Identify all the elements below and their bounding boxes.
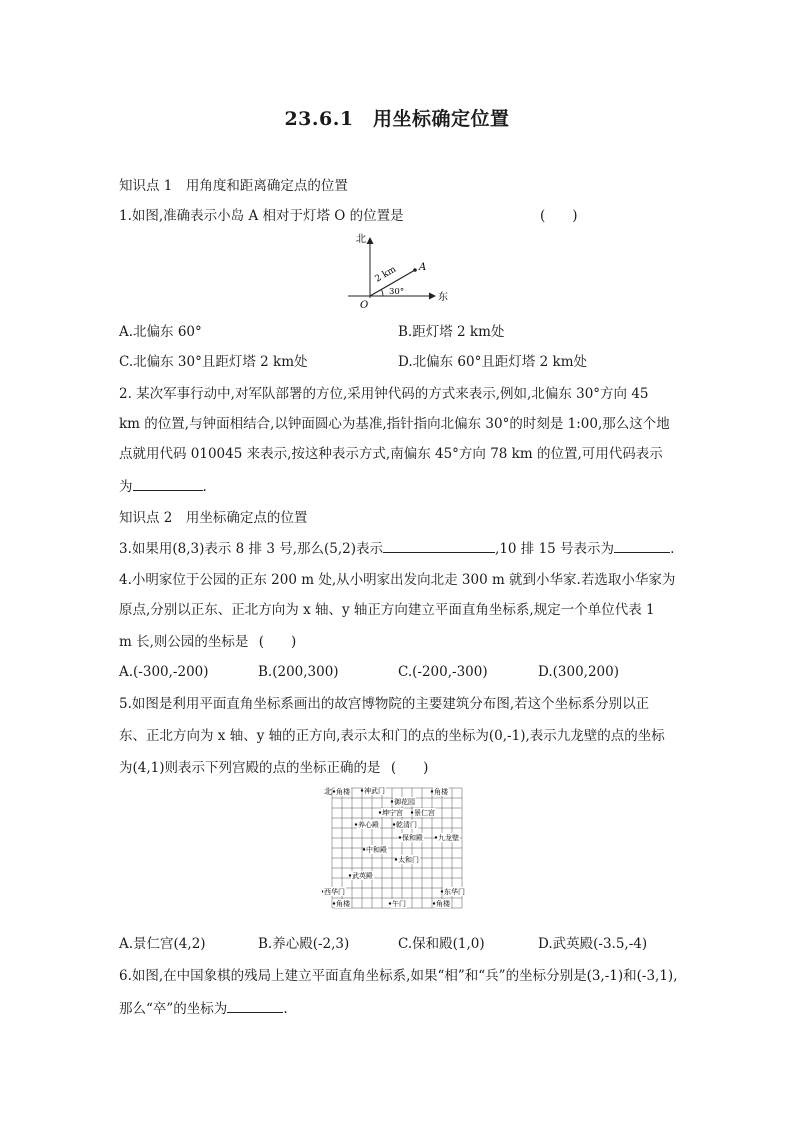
building-point <box>399 836 401 838</box>
question-5-line-2: 东、正北方向为 x 轴、y 轴的正方向,表示太和门的点的坐标为(0,-1),表示九龙壁的点的坐标 <box>119 728 665 744</box>
question-2-line-2: km 的位置,与钟面相结合,以钟面圆心为基准,指针指向北偏东 30°的时刻是 1:00,那么这个地 <box>119 416 670 432</box>
question-1-option-d[interactable]: D.北偏东 60°且距灯塔 2 km处 <box>398 354 588 370</box>
question-3-blank-2[interactable] <box>614 538 670 553</box>
building-label: 中和殿 <box>366 846 387 854</box>
question-2-prefix: 为 <box>119 479 133 495</box>
building-point <box>333 790 335 792</box>
building-point <box>355 823 357 825</box>
building-point <box>433 902 435 904</box>
angle-label: 30° <box>389 287 405 297</box>
building-label: 太和门 <box>398 856 419 864</box>
question-4-line-3 <box>119 632 296 652</box>
distance-label: 2 km <box>373 264 399 285</box>
angle-arc <box>381 290 383 297</box>
building-label: 保和殿 <box>402 834 423 842</box>
building-label: 角楼 <box>336 900 350 908</box>
building-label: 角楼 <box>434 788 448 796</box>
question-4-line-2: 原点,分别以正东、正北方向为 x 轴、y 轴正方向建立平面直角坐标系,规定一个单位代表 1 <box>119 602 655 618</box>
building-point <box>393 823 395 825</box>
building-label: 坤宁宫 <box>382 809 403 817</box>
question-4-answer-paren: ( ) <box>258 634 297 650</box>
question-5-option-d[interactable]: D.武英殿(-3.5,-4) <box>538 936 648 952</box>
question-5-option-b[interactable]: B.养心殿(-2,3) <box>258 936 350 952</box>
question-6-line-2 <box>119 998 288 1019</box>
question-1-figure <box>345 230 455 315</box>
question-4-option-d[interactable]: D.(300,200) <box>538 664 619 680</box>
question-3-part-b: ,10 排 15 号表示为 <box>495 541 615 557</box>
question-6-period: . <box>283 1001 288 1017</box>
building-label: 角楼 <box>436 900 450 908</box>
question-2-period: . <box>202 479 207 495</box>
question-4-text: m 长,则公园的坐标是 <box>119 634 249 650</box>
building-point <box>395 858 397 860</box>
question-2-answer-blank[interactable] <box>133 476 203 491</box>
question-3-period: . <box>670 541 675 557</box>
building-label: 养心殿 <box>358 821 379 829</box>
building-label: 角楼 <box>336 788 350 796</box>
building-point <box>363 848 365 850</box>
building-label: 乾清门 <box>396 821 417 829</box>
building-label: 午门 <box>392 900 406 908</box>
question-4-option-b[interactable]: B.(200,300) <box>258 664 339 680</box>
question-3-line <box>119 538 674 559</box>
building-point <box>389 902 391 904</box>
question-4-line-1: 4.小明家位于公园的正东 200 m 处,从小明家出发向北走 300 m 就到小华家.若选取小华家为 <box>119 572 676 588</box>
building-point <box>379 811 381 813</box>
building-point <box>431 790 433 792</box>
east-label: 东 <box>438 292 448 303</box>
building-point <box>333 902 335 904</box>
building-labels <box>322 786 466 908</box>
building-point <box>435 836 437 838</box>
question-2-line-1: 2. 某次军事行动中,对军队部署的方位,采用钟代码的方式来表示,例如,北偏东 30°方向 45 <box>119 386 649 402</box>
question-1-option-c[interactable]: C.北偏东 30°且距灯塔 2 km处 <box>119 354 308 370</box>
building-label: 九龙壁 <box>438 834 459 842</box>
building-point <box>361 789 363 791</box>
question-5-line-3 <box>119 758 428 778</box>
question-5-figure <box>322 782 474 922</box>
building-label: 景仁宫 <box>414 809 435 817</box>
question-5-answer-paren: ( ) <box>390 760 429 776</box>
north-label: 北 <box>356 234 366 245</box>
question-4-option-c[interactable]: C.(-200,-300) <box>398 664 488 680</box>
building-label: 神武门 <box>364 787 385 795</box>
question-5-line-1: 5.如图是利用平面直角坐标系画出的故宫博物院的主要建筑分布图,若这个坐标系分别以正 <box>119 696 650 712</box>
page-title: 23.6.1 用坐标确定位置 <box>284 108 510 130</box>
question-6-text: 那么“卒”的坐标为 <box>119 1001 228 1017</box>
question-4-option-a[interactable]: A.(-300,-200) <box>119 664 209 680</box>
question-5-option-c[interactable]: C.保和殿(1,0) <box>398 936 485 952</box>
question-1-option-a[interactable]: A.北偏东 60° <box>119 324 202 340</box>
building-label: 西华门 <box>324 888 345 896</box>
question-3-part-a: 3.如果用(8,3)表示 8 排 3 号,那么(5,2)表示 <box>119 541 384 557</box>
building-point <box>411 811 413 813</box>
question-6-line-1: 6.如图,在中国象棋的残局上建立平面直角坐标系,如果“相”和“兵”的坐标分别是(3,-1)和(-3,1), <box>119 968 678 984</box>
question-1-text: 1.如图,准确表示小岛 A 相对于灯塔 O 的位置是 <box>119 208 404 224</box>
question-1-answer-paren: ( ) <box>540 208 578 224</box>
question-5-option-a[interactable]: A.景仁宫(4,2) <box>119 936 206 952</box>
building-label: 御花园 <box>394 798 415 806</box>
point-a-label: A <box>419 262 427 273</box>
question-1-option-b[interactable]: B.距灯塔 2 km处 <box>398 324 505 340</box>
north-label: 北 <box>324 787 332 796</box>
building-label: 东华门 <box>444 888 465 896</box>
origin-label: O <box>360 300 369 311</box>
knowledge-point-2-heading: 知识点 2 用坐标确定点的位置 <box>119 510 308 526</box>
point-a <box>413 268 417 272</box>
question-2-line-3: 点就用代码 010045 来表示,按这种表示方式,南偏东 45°方向 78 km 的位置,可用代码表示 <box>119 446 663 462</box>
knowledge-point-1-heading: 知识点 1 用角度和距离确定点的位置 <box>119 178 348 194</box>
building-point <box>349 874 351 876</box>
question-6-answer-blank[interactable] <box>227 998 283 1013</box>
question-1-stem <box>119 206 404 226</box>
building-point <box>391 800 393 802</box>
question-3-blank-1[interactable] <box>383 538 495 553</box>
building-label: 武英殿 <box>352 872 373 880</box>
question-5-text: 为(4,1)则表示下列宫殿的点的坐标正确的是 <box>119 760 381 776</box>
building-point <box>441 890 443 892</box>
question-2-line-4 <box>119 476 207 497</box>
